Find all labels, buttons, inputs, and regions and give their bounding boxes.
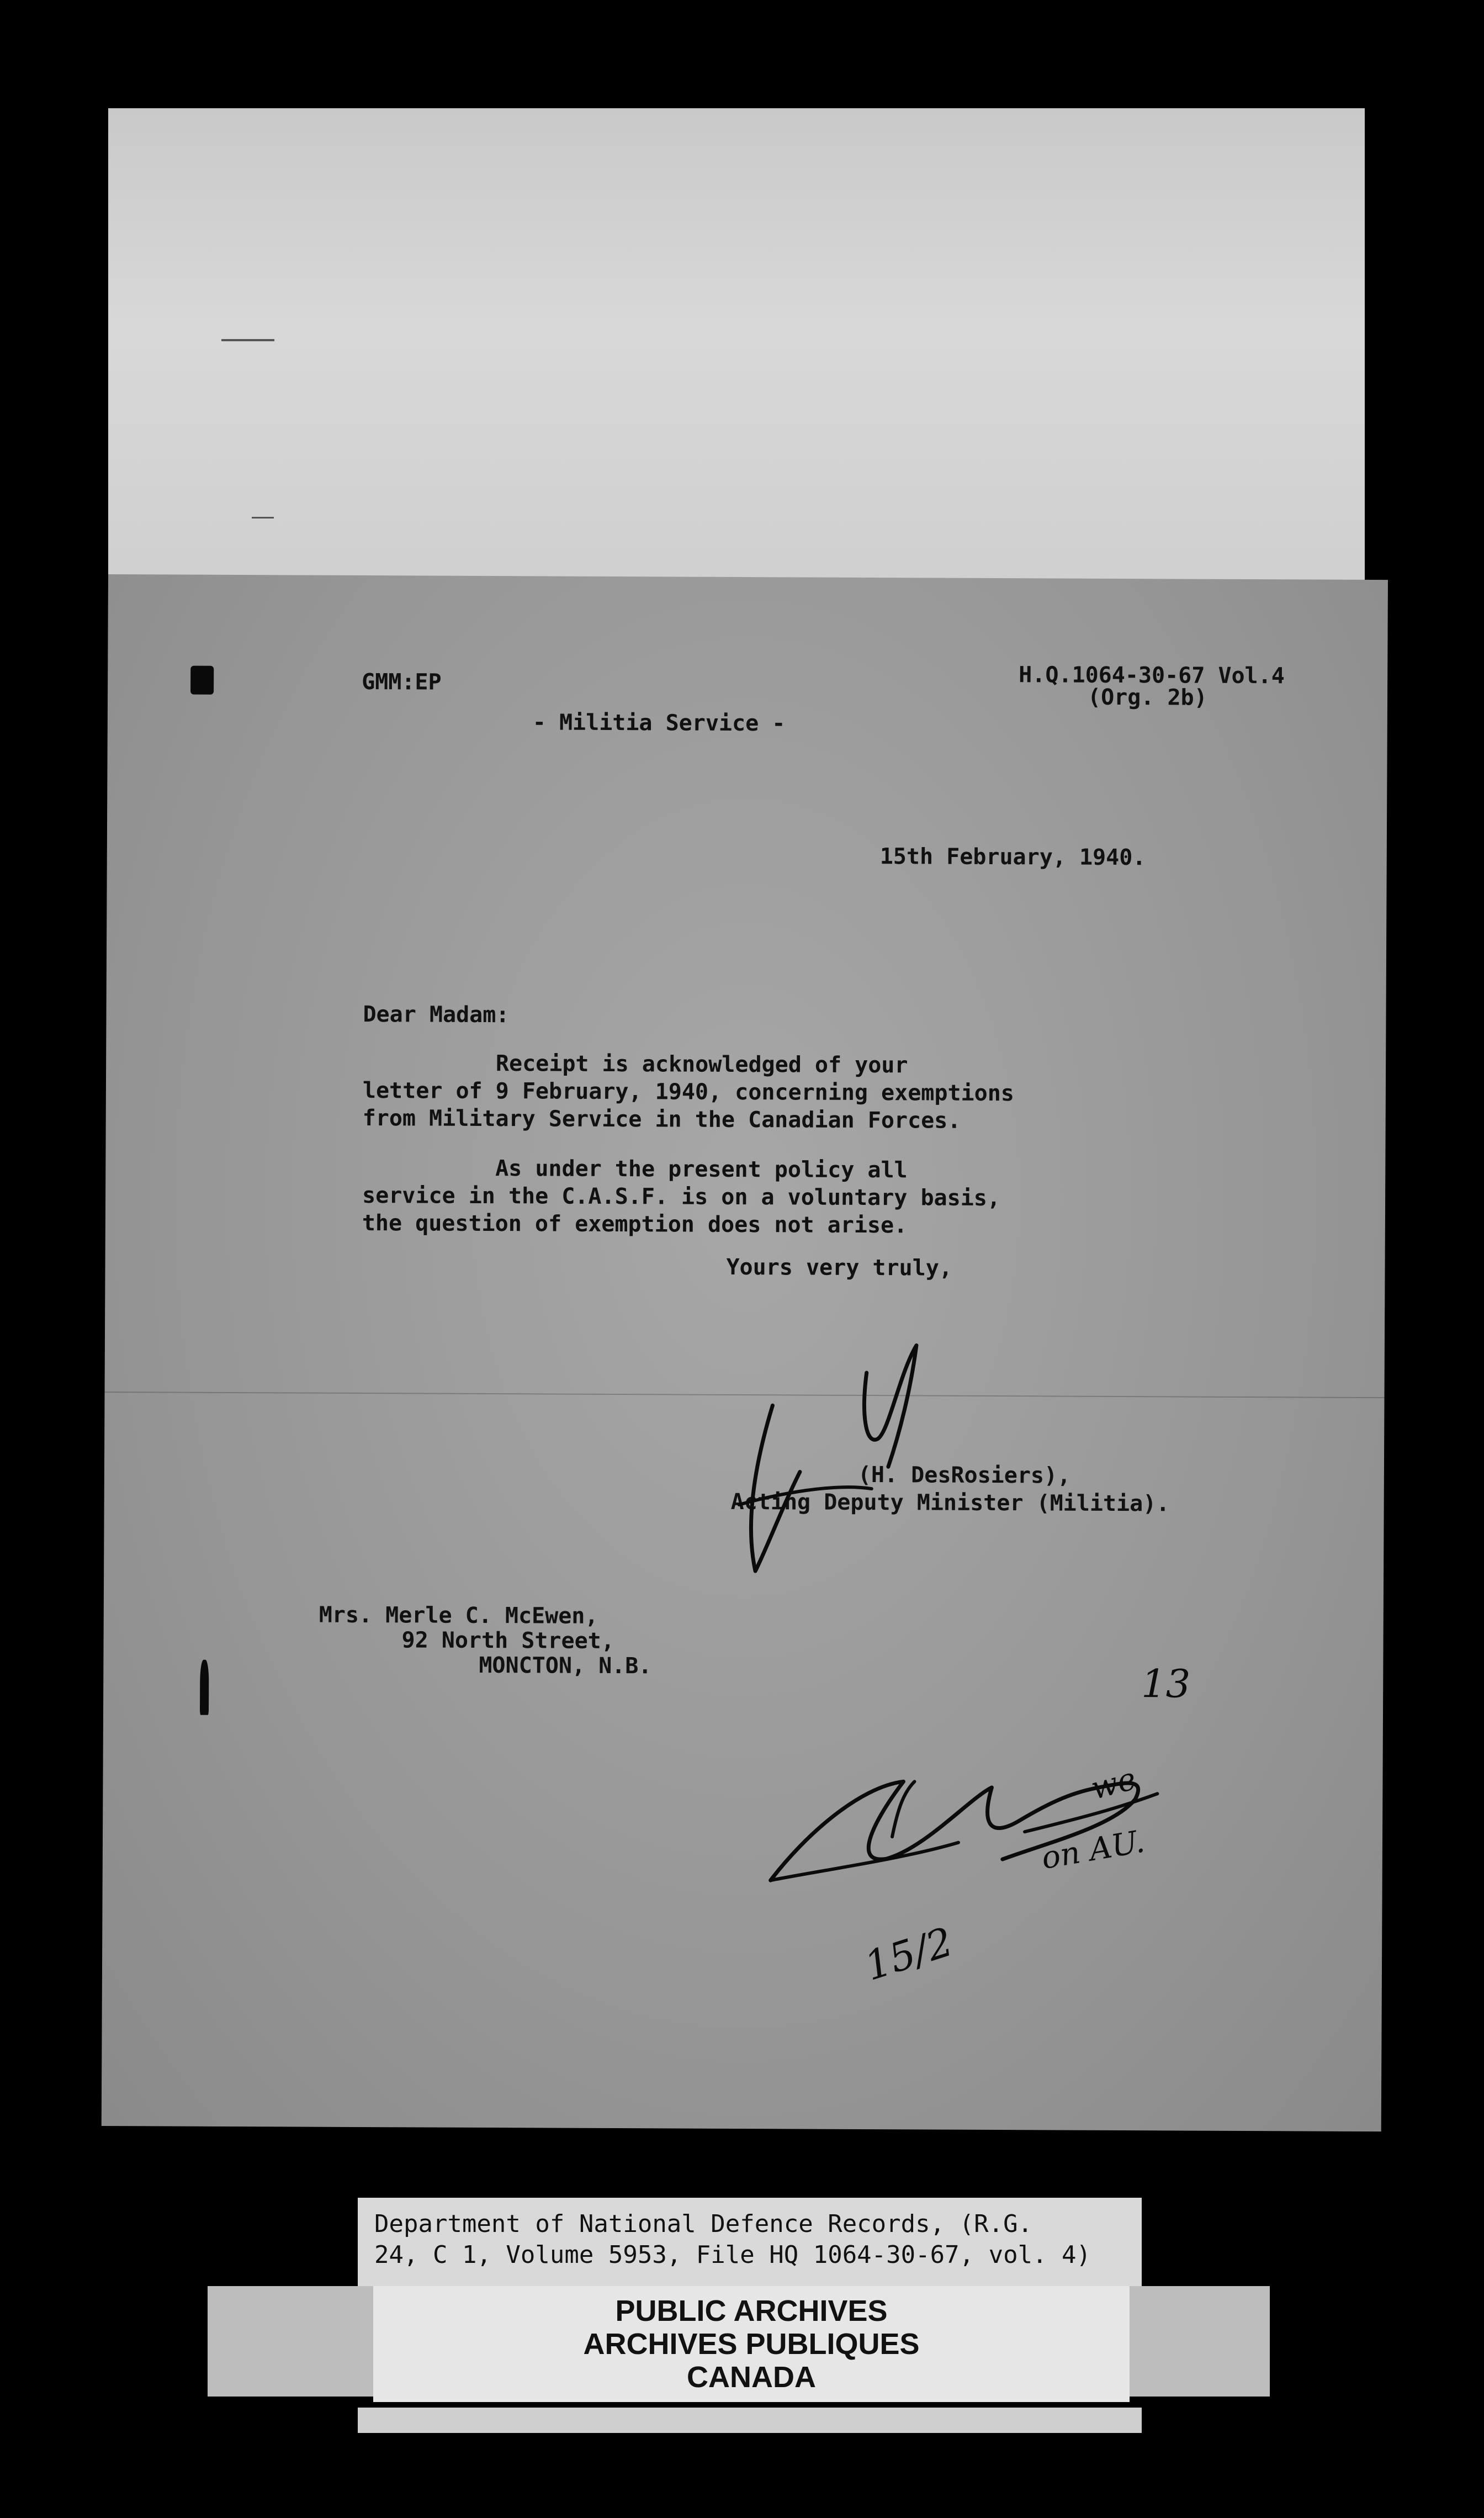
archive-reference-text: Department of National Defence Records, (R.G. 24, C 1, Volume 5953, File HQ 1064-30-67, vol. 4): [374, 2210, 1091, 2269]
paper-mark: [221, 339, 274, 341]
handwritten-initials: we: [1087, 1760, 1140, 1807]
label-band-left: [208, 2286, 373, 2397]
handwritten-date: 15/2: [859, 1918, 958, 1990]
letter-heading: - Militia Service -: [532, 710, 786, 737]
typist-initials: GMM:EP: [362, 669, 442, 695]
stamp-line-1: PUBLIC ARCHIVES: [615, 2294, 888, 2327]
letter-date: 15th February, 1940.: [879, 844, 1146, 871]
addressee-name: Mrs. Merle C. McEwen,: [319, 1602, 598, 1629]
org-code: (Org. 2b): [1087, 684, 1207, 711]
top-blank-sheet: [108, 108, 1365, 594]
signatory-title: Acting Deputy Minister (Militia).: [730, 1489, 1170, 1517]
letter-page: [102, 574, 1388, 2131]
label-band-right: [1126, 2286, 1270, 2397]
label-bottom-strip: [358, 2408, 1142, 2433]
addressee-city: MONCTON, N.B.: [479, 1652, 652, 1679]
signature-desrosiers: [733, 1339, 966, 1583]
body-paragraph-2: As under the present policy all service in the C.A.S.F. is on a voluntary basis, the question of exemption does not arise.: [362, 1155, 1001, 1239]
punch-hole: [190, 666, 214, 695]
closing: Yours very truly,: [726, 1254, 953, 1281]
signatory-name: (H. DesRosiers),: [857, 1462, 1071, 1489]
body-paragraph-1: Receipt is acknowledged of your letter of 9 February, 1940, concerning exemptions from Military Service in the Canadian Forces.: [362, 1050, 1015, 1134]
salutation: Dear Madam:: [363, 1002, 510, 1028]
handwritten-number: 13: [1141, 1661, 1191, 1707]
paper-mark: [252, 517, 274, 519]
archive-reference-card: [358, 2198, 1142, 2286]
stamp-line-3: CANADA: [687, 2361, 816, 2394]
punch-hole: [200, 1660, 209, 1715]
stamp-line-2: ARCHIVES PUBLIQUES: [583, 2327, 920, 2361]
addressee-street: 92 North Street,: [401, 1627, 614, 1654]
signature-handwritten: [759, 1698, 1257, 1921]
file-reference: H.Q.1064-30-67 Vol.4: [1019, 662, 1285, 689]
handwritten-note: on AU.: [1038, 1823, 1147, 1877]
public-archives-stamp: [373, 2286, 1130, 2402]
